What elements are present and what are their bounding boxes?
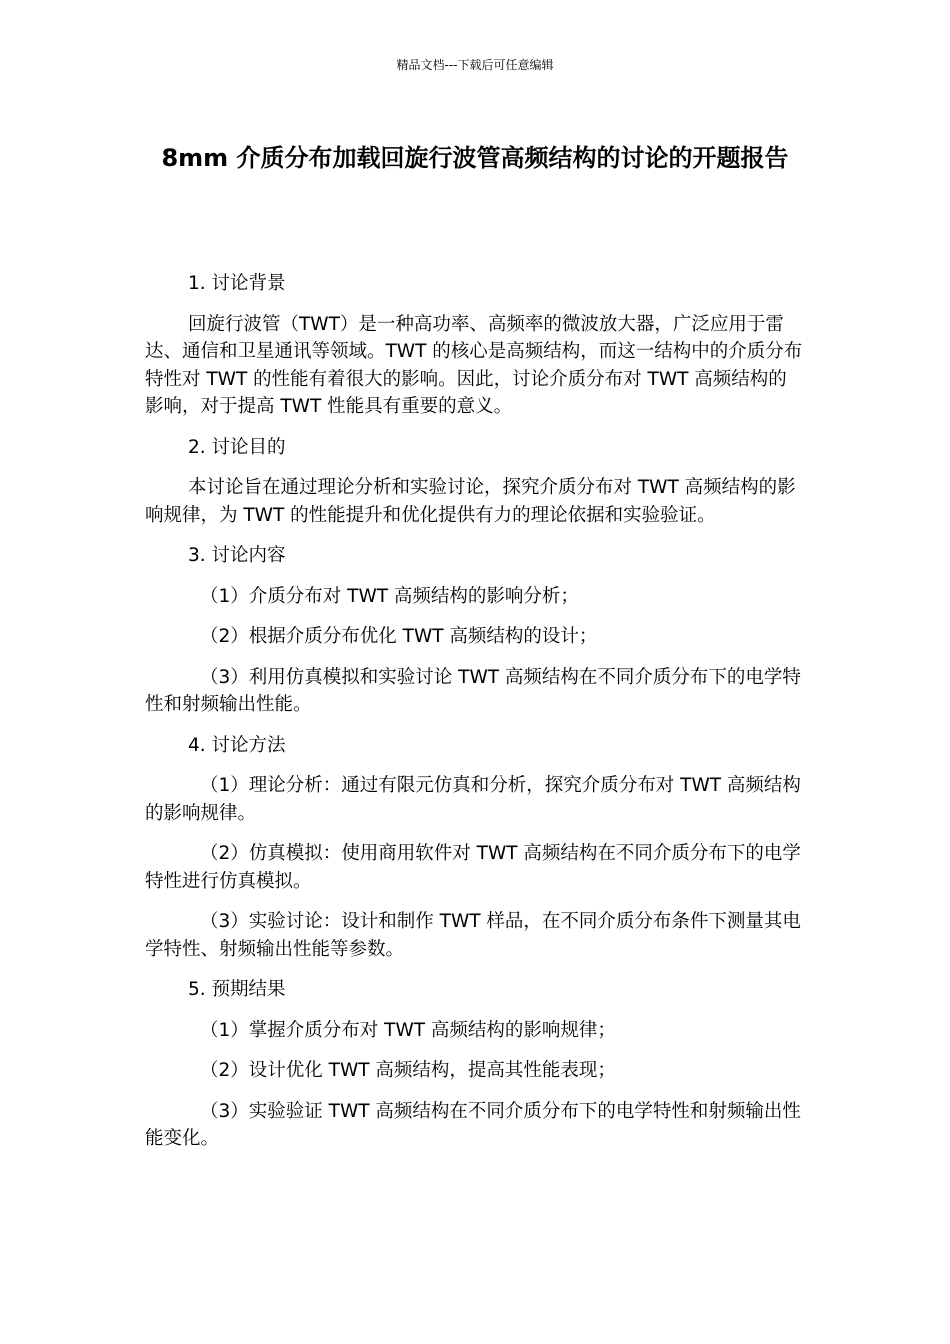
body-paragraph: 回旋行波管（TWT）是一种高功率、高频率的微波放大器，广泛应用于雷达、通信和卫星通讯等领域。TWT 的核心是高频结构，而这一结构中的介质分布特性对 TWT 的性能有着很大的影响。因此，讨论介质分布对 TWT 高频结构的影响，对于提高 TWT 性能具有重要的意义。 [145, 313, 803, 417]
list-item: （3）实验验证 TWT 高频结构在不同介质分布下的电学特性和射频输出性能变化。 [145, 1100, 801, 1149]
document-body [145, 270, 805, 1166]
list-item: （2）设计优化 TWT 高频结构，提高其性能表现； [200, 1060, 616, 1081]
section-heading: 3. 讨论内容 [188, 545, 286, 566]
list-item: （1）介质分布对 TWT 高频结构的影响分析； [200, 585, 579, 607]
list-item: （1）理论分析：通过有限元仿真和分析，探究介质分布对 TWT 高频结构的影响规律。 [145, 775, 801, 824]
list-item: （3）实验讨论：设计和制作 TWT 样品，在不同介质分布条件下测量其电学特性、射频输出性能等参数。 [145, 911, 801, 960]
page-header: 精品文档---下载后可任意编辑 [396, 58, 554, 72]
body-paragraph: 本讨论旨在通过理论分析和实验讨论，探究介质分布对 TWT 高频结构的影响规律，为 TWT 的性能提升和优化提供有力的理论依据和实验验证。 [145, 477, 796, 526]
document-title: 8mm 介质分布加载回旋行波管高频结构的讨论的开题报告 [161, 144, 789, 172]
list-item: （2）根据介质分布优化 TWT 高频结构的设计； [200, 626, 598, 647]
list-item: （2）仿真模拟：使用商用软件对 TWT 高频结构在不同介质分布下的电学特性进行仿真模拟。 [145, 843, 801, 892]
list-item: （1）掌握介质分布对 TWT 高频结构的影响规律； [200, 1019, 616, 1041]
section-heading: 2. 讨论目的 [188, 436, 286, 458]
section-heading: 1. 讨论背景 [188, 273, 286, 294]
list-item: （3）利用仿真模拟和实验讨论 TWT 高频结构在不同介质分布下的电学特性和射频输出性能。 [145, 666, 801, 715]
section-heading: 5. 预期结果 [188, 979, 286, 1000]
section-heading: 4. 讨论方法 [188, 734, 286, 756]
